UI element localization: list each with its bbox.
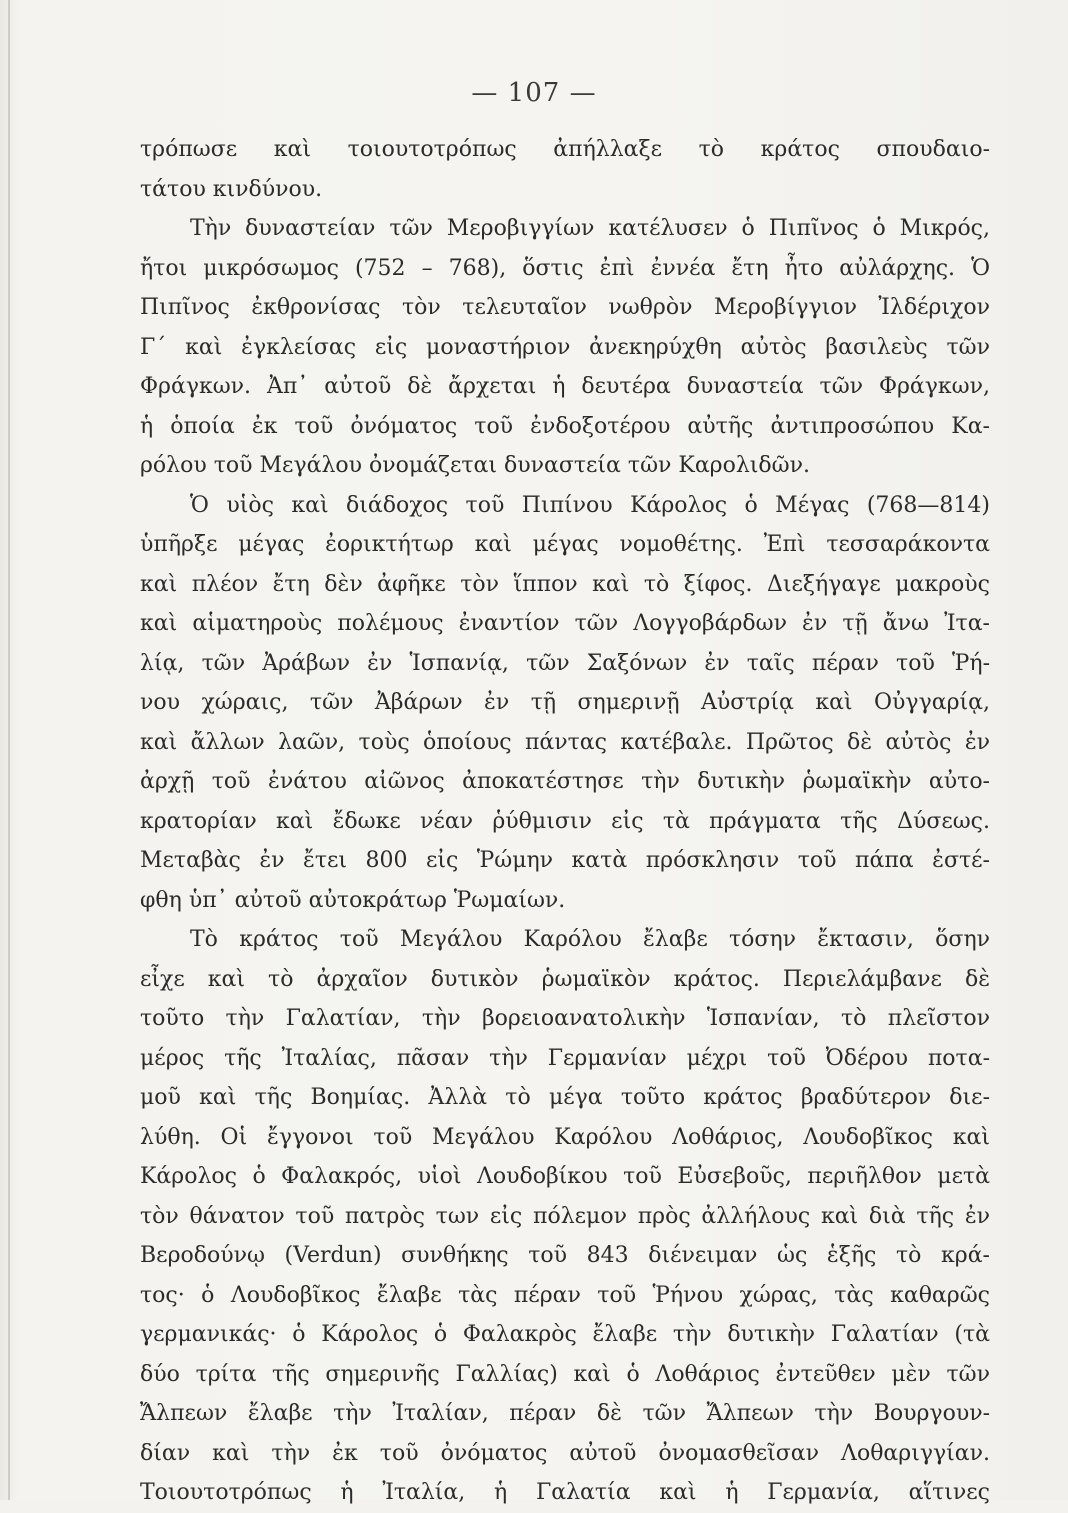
text-line-content: καὶ αἱματηροὺς πολέμους ἐναντίον τῶν Λογγοβάρδων ἐν τῇ ἄνω Ἰτα-	[140, 611, 990, 636]
text-line	[140, 170, 990, 210]
text-line	[140, 209, 990, 249]
text-line-content: γερμανικάς· ὁ Κάρολος ὁ Φαλακρὸς ἔλαβε τὴν δυτικὴν Γαλατίαν (τὰ	[140, 1322, 990, 1347]
text-line-content: ἀρχῇ τοῦ ἐνάτου αἰῶνος ἀποκατέστησε τὴν δυτικὴν ῥωμαϊκὴν αὐτο-	[140, 769, 990, 794]
text-line-content: Πιπῖνος ἐκθρονίσας τὸν τελευταῖον νωθρὸν Μεροβίγγιον Ἰλδέριχον	[140, 295, 990, 320]
page-spine-edge	[8, 0, 10, 1500]
text-line-content: Ὁ υἱὸς καὶ διάδοχος τοῦ Πιπίνου Κάρολος ὁ Μέγας (768—814)	[190, 492, 990, 518]
text-line	[140, 604, 990, 644]
text-line	[140, 249, 990, 289]
text-line	[140, 644, 990, 684]
text-line-content: τάτου κινδύνου.	[140, 176, 323, 202]
text-line	[140, 446, 990, 486]
text-line-content: νου χώραις, τῶν Ἀβάρων ἐν τῇ σημερινῇ Αὐστρίᾳ καὶ Οὐγγαρίᾳ,	[140, 690, 990, 715]
text-line-content: τὸν θάνατον τοῦ πατρὸς των εἰς πόλεμον πρὸς ἀλλήλους καὶ διὰ τῆς ἐν	[140, 1203, 990, 1229]
text-line	[140, 1236, 990, 1276]
text-line	[140, 1315, 990, 1355]
page-number: — 107 —	[471, 78, 597, 108]
text-line-content: Ἄλπεων ἔλαβε τὴν Ἰταλίαν, πέραν δὲ τῶν Ἄλπεων τὴν Βουργουν-	[140, 1401, 990, 1426]
text-line	[140, 407, 990, 447]
text-line	[140, 1394, 990, 1434]
text-line-content: τος· ὁ Λουδοβῖκος ἔλαβε τὰς πέραν τοῦ Ῥήνου χώρας, τὰς καθαρῶς	[140, 1282, 990, 1308]
text-line	[140, 1118, 990, 1158]
text-line-content: τοῦτο τὴν Γαλατίαν, τὴν βορειοανατολικὴν Ἱσπανίαν, τὸ πλεῖστον	[140, 1006, 990, 1031]
text-line	[140, 1078, 990, 1118]
text-line-content: εἶχε καὶ τὸ ἀρχαῖον δυτικὸν ῥωμαϊκὸν κράτος. Περιελάμβανε δὲ	[140, 966, 990, 992]
text-line-content: λύθη. Οἱ ἔγγονοι τοῦ Μεγάλου Καρόλου Λοθάριος, Λουδοβῖκος καὶ	[140, 1124, 990, 1150]
text-line-content: καὶ πλέον ἔτη δὲν ἀφῆκε τὸν ἵππον καὶ τὸ ξίφος. Διεξήγαγε μακροὺς	[140, 571, 990, 597]
text-line	[140, 1434, 990, 1474]
text-line	[140, 1276, 990, 1316]
text-line	[140, 525, 990, 565]
text-line-content: Τοιουτοτρόπως ἡ Ἰταλία, ἡ Γαλατία καὶ ἡ Γερμανία, αἵτινες	[140, 1480, 990, 1505]
text-line	[140, 802, 990, 842]
text-line-content: Φράγκων. Ἀπ᾿ αὐτοῦ δὲ ἄρχεται ἡ δευτέρα δυναστεία τῶν Φράγκων,	[140, 374, 990, 399]
text-line-content: ρόλου τοῦ Μεγάλου ὀνομάζεται δυναστεία τῶν Καρολιδῶν.	[140, 453, 810, 478]
text-line	[140, 683, 990, 723]
text-line-content: τρόπωσε καὶ τοιουτοτρόπως ἀπήλλαξε τὸ κράτος σπουδαιο-	[140, 137, 990, 162]
text-line-content: Γ΄ καὶ ἐγκλείσας εἰς μοναστήριον ἀνεκηρύχθη αὐτὸς βασιλεὺς τῶν	[140, 334, 990, 360]
text-line	[140, 1157, 990, 1197]
text-line-content: φθη ὑπ᾿ αὐτοῦ αὐτοκράτωρ Ῥωμαίων.	[140, 887, 566, 913]
text-line-content: δύο τρίτα τῆς σημερινῆς Γαλλίας) καὶ ὁ Λοθάριος ἐντεῦθεν μὲν τῶν	[140, 1361, 990, 1387]
text-line	[140, 960, 990, 1000]
text-line-content: δίαν καὶ τὴν ἐκ τοῦ ὀνόματος αὐτοῦ ὀνομασθεῖσαν Λοθαριγγίαν.	[140, 1440, 990, 1466]
text-line	[140, 762, 990, 802]
text-line	[140, 1197, 990, 1237]
text-line	[140, 1355, 990, 1395]
text-line-content: λίᾳ, τῶν Ἀράβων ἐν Ἱσπανίᾳ, τῶν Σαξόνων ἐν ταῖς πέραν τοῦ Ῥή-	[140, 650, 990, 676]
text-line	[140, 881, 990, 921]
text-line	[140, 367, 990, 407]
text-line-content: Βεροδούνῳ (Verdun) συνθήκης τοῦ 843 διένειμαν ὡς ἑξῆς τὸ κρά-	[140, 1243, 990, 1268]
body-text	[140, 130, 990, 1513]
text-line	[140, 565, 990, 605]
text-line	[140, 920, 990, 960]
text-line	[140, 1473, 990, 1513]
text-line-content: ὑπῆρξε μέγας ἐορικτήτωρ καὶ μέγας νομοθέτης. Ἐπὶ τεσσαράκοντα	[140, 532, 990, 557]
text-line	[140, 288, 990, 328]
text-line-content: Τὸ κράτος τοῦ Μεγάλου Καρόλου ἔλαβε τόσην ἔκτασιν, ὅσην	[190, 927, 990, 952]
text-line-content: καὶ ἄλλων λαῶν, τοὺς ὁποίους πάντας κατέβαλε. Πρῶτος δὲ αὐτὸς ἐν	[140, 729, 990, 755]
text-line-content: Τὴν δυναστείαν τῶν Μεροβιγγίων κατέλυσεν ὁ Πιπῖνος ὁ Μικρός,	[190, 216, 990, 241]
text-line	[140, 999, 990, 1039]
text-line	[140, 328, 990, 368]
text-line-content: ἤτοι μικρόσωμος (752 – 768), ὅστις ἐπὶ ἐννέα ἔτη ἦτο αὐλάρχης. Ὁ	[140, 255, 990, 281]
text-line-content: μοῦ καὶ τῆς Βοημίας. Ἀλλὰ τὸ μέγα τοῦτο κράτος βραδύτερον διε-	[140, 1085, 990, 1110]
text-line	[140, 1039, 990, 1079]
text-line-content: ἡ ὁποία ἐκ τοῦ ὀνόματος τοῦ ἐνδοξοτέρου αὐτῆς ἀντιπροσώπου Κα-	[140, 413, 990, 439]
text-line-content: μέρος τῆς Ἰταλίας, πᾶσαν τὴν Γερμανίαν μέχρι τοῦ Ὀδέρου ποτα-	[140, 1045, 990, 1071]
text-line-content: Μεταβὰς ἐν ἔτει 800 εἰς Ῥώμην κατὰ πρόσκλησιν τοῦ πάπα ἐστέ-	[140, 848, 990, 873]
text-line	[140, 486, 990, 526]
text-line	[140, 130, 990, 170]
text-line	[140, 723, 990, 763]
text-line-content: Κάρολος ὁ Φαλακρός, υἱοὶ Λουδοβίκου τοῦ Εὐσεβοῦς, περιῆλθον μετὰ	[140, 1164, 990, 1189]
text-line	[140, 841, 990, 881]
text-line-content: κρατορίαν καὶ ἔδωκε νέαν ῥύθμισιν εἰς τὰ πράγματα τῆς Δύσεως.	[140, 808, 990, 834]
